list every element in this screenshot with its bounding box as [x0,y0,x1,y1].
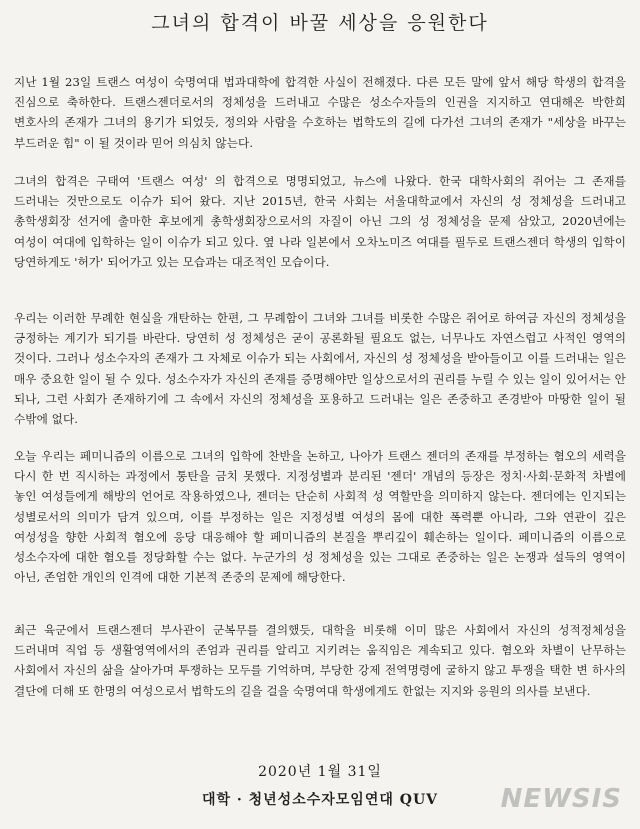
paragraph-2: 그녀의 합격은 구태여 '트랜스 여성' 의 합격으로 명명되었고, 뉴스에 나왔다. 한국 대학사회의 쥐어는 그 존재를 드러내는 것만으로도 이슈가 되어 왔다. 지난 2015년, 한국 사회는 서울대학교에서 자신의 성 정체성을 드러내고 총학생회장 선거에 출마한 후보에게 총학생회장으로서의 자질이 아닌 그의 성 정체성을 문제 삼았고, 2020년에는 여성이 여대에 입학하는 일이 이슈가 되고 있다. 옆 나라 일본에서 오차노미즈 여대를 필두로 트랜스젠더 학생의 입학이 당연하게도 '허가' 되어가고 있는 모습과는 대조적인 모습이다. [14,174,626,269]
document-title: 그녀의 합격이 바꿀 세상을 응원한다 [151,12,489,34]
statement-date: 2020년 1월 31일 [258,764,382,780]
paragraph-1: 지난 1월 23일 트랜스 여성이 숙명여대 법과대학에 합격한 사실이 전해졌다. 다른 모든 말에 앞서 해당 학생의 합격을 진심으로 축하한다. 트랜스젠더로서의 정체성을 드러내고 수많은 성소수자들의 인권을 지지하고 연대해온 박한희 변호사의 존재가 그녀의 용기가 되었듯, 정의와 사람을 수호하는 법학도의 길에 다가선 그녀의 존재가 "세상을 바꾸는 부드러운 힘" 이 될 것이라 믿어 의심치 않는다. [14,75,626,150]
paragraph-4: 오늘 우리는 페미니즘의 이름으로 그녀의 입학에 찬반을 논하고, 나아가 트랜스 젠더의 존재를 부정하는 혐오의 세력을 다시 한 번 직시하는 과정에서 통탄을 금치 못했다. 지정성별과 분리된 '젠더' 개념의 등장은 정치·사회·문화적 차별에 놓인 여성들에게 해방의 언어로 작용하였으나, 젠더는 단순히 사회적 성 역할만을 의미하지 않는다. 젠더에는 인지되는 성별로서의 의미가 담겨 있으며, 이를 부정하는 일은 지정성별 여성의 몸에 대한 폭력뿐 아니라, 그와 연관이 깊은 여성성을 향한 사회적 혐오에 응당 대응해야 할 페미니즘의 본질을 뿌리깊이 훼손하는 일이다. 페미니즘의 이름으로 성소수자에 대한 혐오를 정당화할 수는 없다. 누군가의 성 정체성을 있는 그대로 존중하는 일은 논쟁과 설득의 영역이 아닌, 존엄한 개인의 인격에 대한 기본적 존중의 문제에 해당한다. [14,449,626,585]
newsis-watermark: NEWSIS [500,784,622,814]
paragraph-5: 최근 육군에서 트랜스젠더 부사관이 군복무를 결의했듯, 대학을 비롯해 이미 많은 사회에서 자신의 성적정체성을 드러내며 직업 등 생활영역에서의 존엄과 권리를 알리고 지키려는 움직임은 계속되고 있다. 혐오와 차별이 난무하는 사회에서 자신의 삶을 살아가며 투쟁하는 모두를 기억하며, 부당한 강제 전역명령에 굴하지 않고 투쟁을 택한 변 하사의 결단에 더해 또 한명의 여성으로서 법학도의 길을 걸을 숙명여대 학생에게도 한없는 지지와 응원의 의사를 보낸다. [14,623,626,698]
paragraph-3: 우리는 이러한 무례한 현실을 개탄하는 한편, 그 무례함이 그녀와 그녀를 비롯한 수많은 쥐어로 하여금 자신의 정체성을 긍정하는 계기가 되기를 바란다. 당연히 성 정체성은 굳이 공론화될 필요도 없는, 너무나도 자연스럽고 사적인 영역의 것이다. 그러나 성소수자의 존재가 그 자체로 이슈가 되는 사회에서, 자신의 성 정체성을 받아들이고 이를 드러내는 일은 매우 중요한 일이 될 수 있다. 성소수자가 자신의 존재를 증명해야만 일상으로서의 권리를 누릴 수 있는 일이 있어서는 안 되나, 그런 사회가 존재하기에 그 속에서 자신의 정체성을 포용하고 드러내는 일은 존중하고 존경받아 마땅한 일이 될 수밖에 없다. [14,311,626,427]
statement-signer: 대학 · 청년성소수자모임연대 QUV [201,792,439,808]
